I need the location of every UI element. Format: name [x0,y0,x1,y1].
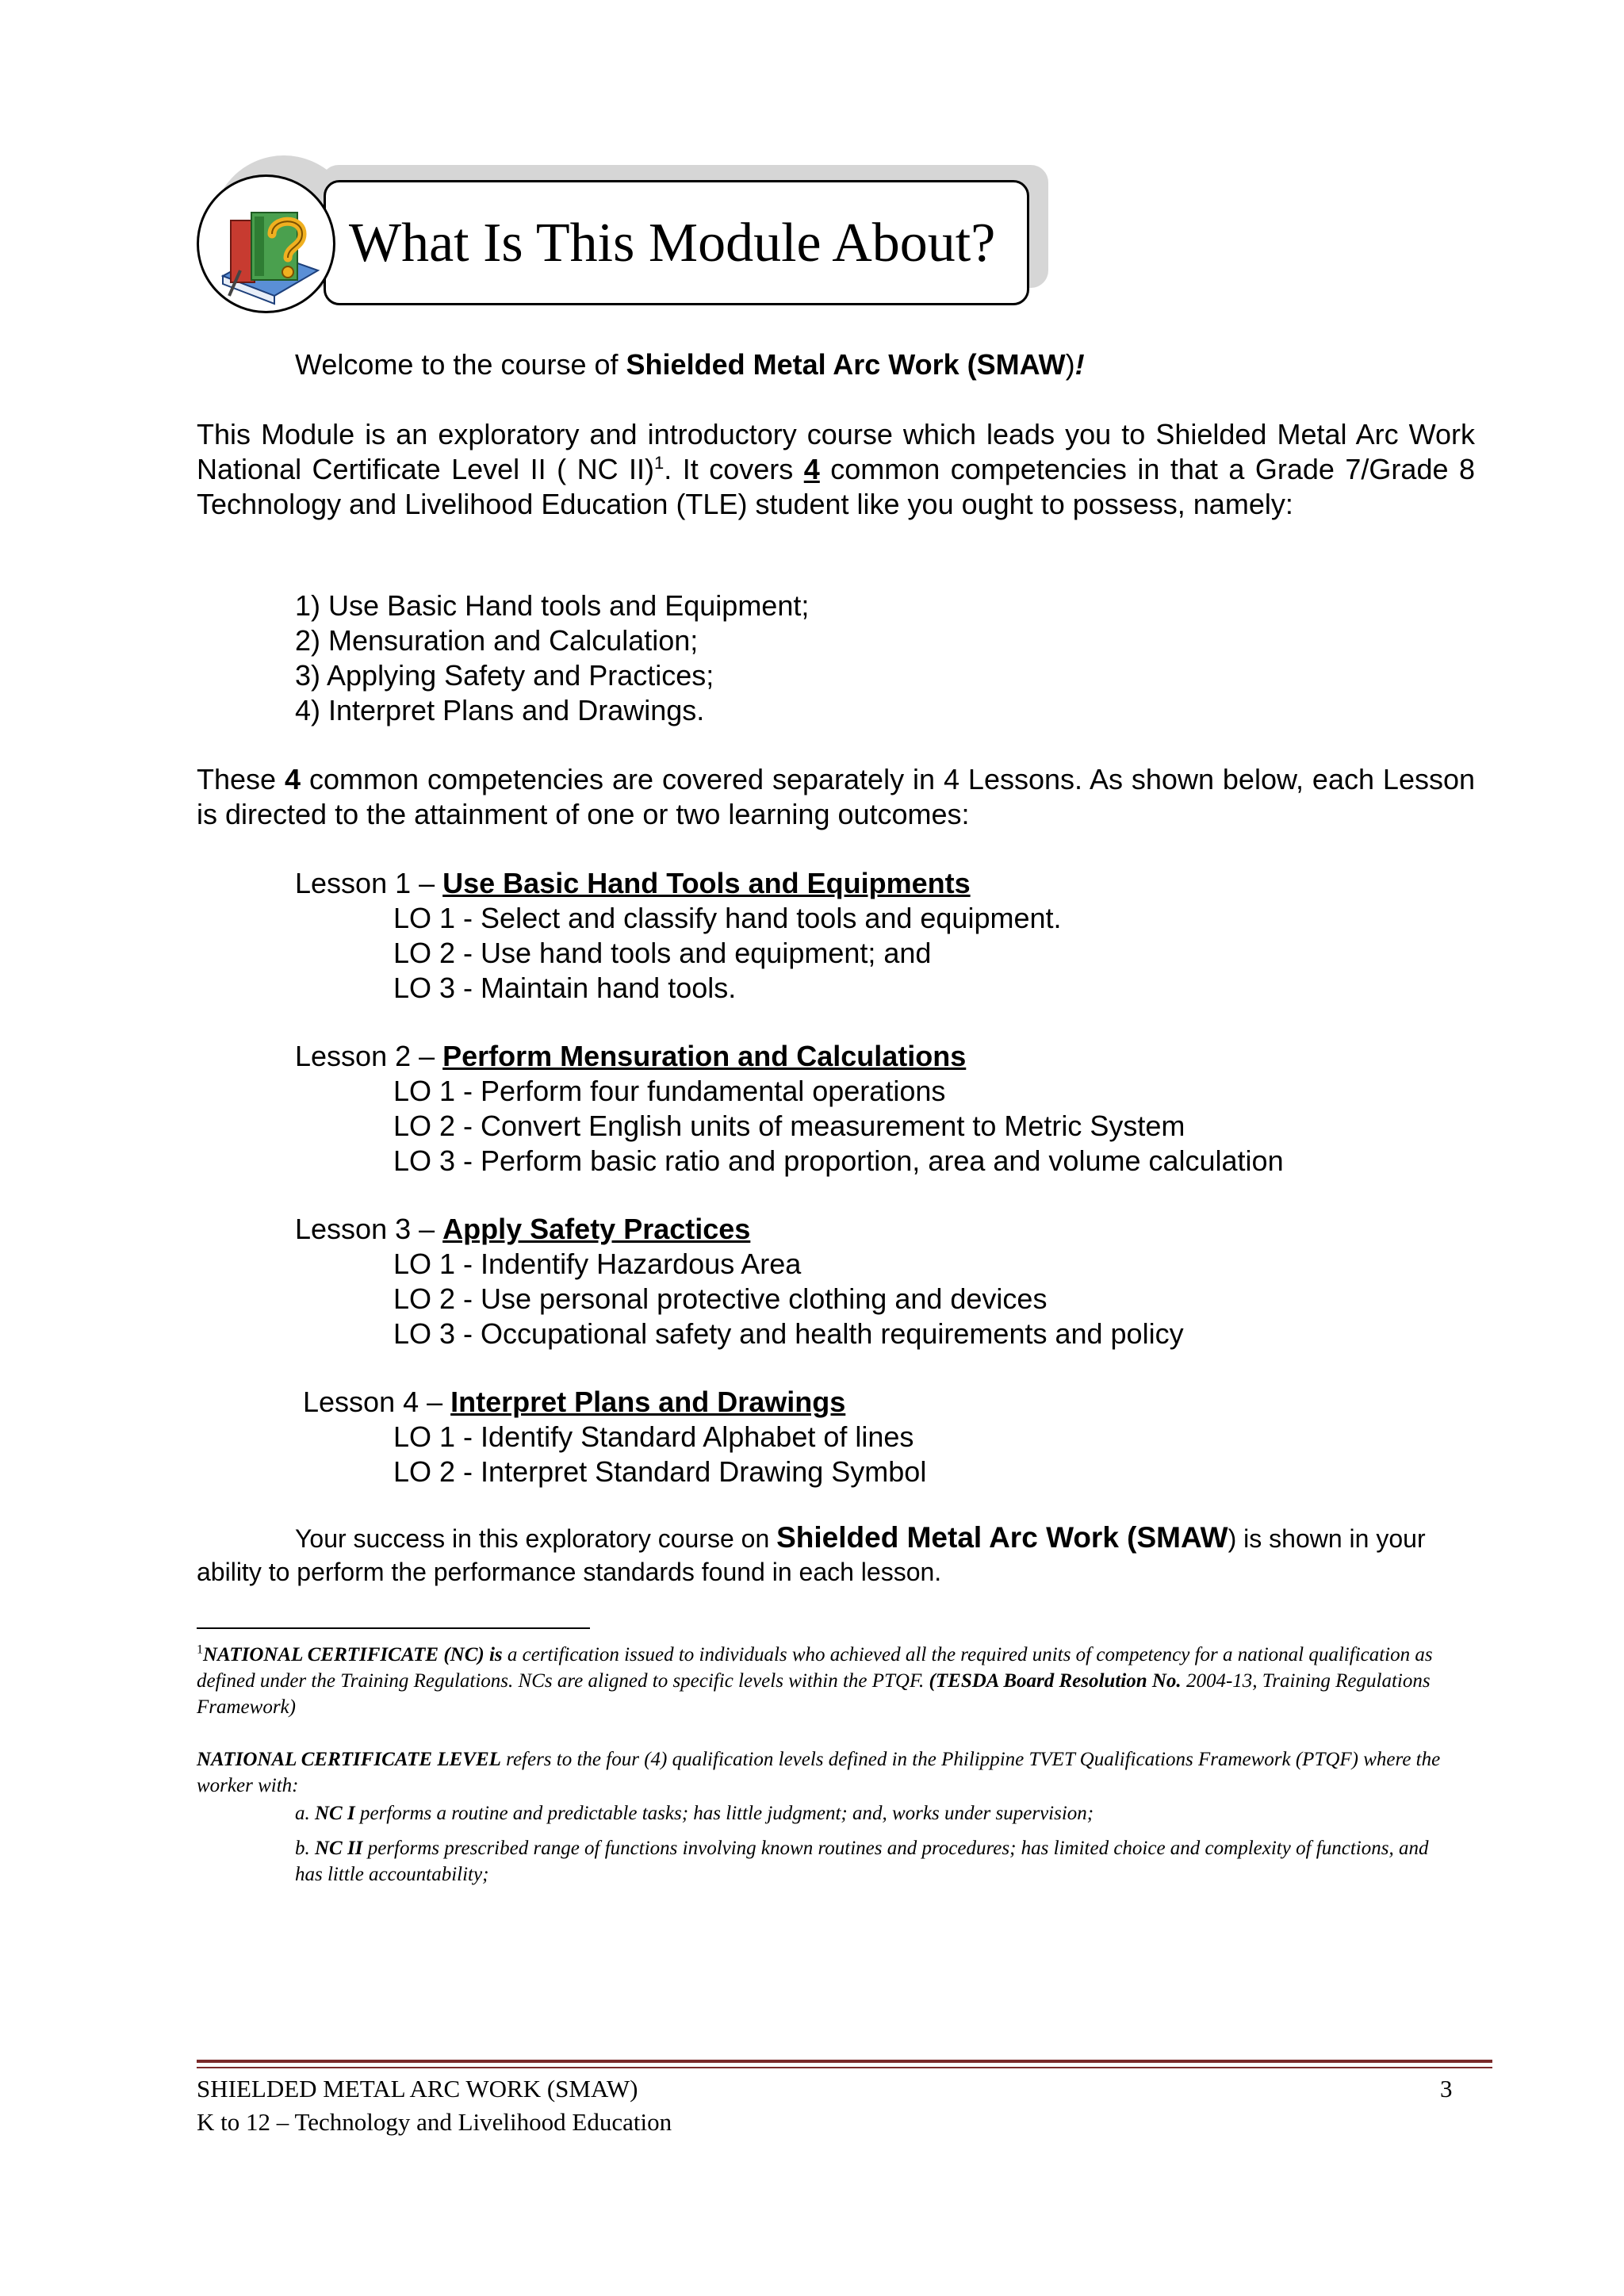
competency-item: 3) Applying Safety and Practices; [295,659,714,692]
success-part2: ) is shown in your ability to perform the performance standards found in each lesson. [197,1524,1426,1586]
lesson-title: Perform Mensuration and Calculations [442,1040,967,1072]
lesson-title: Use Basic Hand Tools and Equipments [442,867,971,899]
learning-outcome: LO 2 - Use personal protective clothing and devices [393,1282,1048,1315]
competency-item: 4) Interpret Plans and Drawings. [295,694,705,726]
welcome-line [295,347,1085,382]
learning-outcome: LO 2 - Convert English units of measurement to Metric System [393,1110,1185,1142]
footnote-item-text: performs prescribed range of functions involving known routines and procedures; has limited choice and complexity of functions, and has little accountability; [295,1838,1429,1885]
footnote-nc-ref-bold: (TESDA Board Resolution No. [929,1670,1182,1692]
footer-course: SHIELDED METAL ARC WORK (SMAW) [197,2075,638,2102]
lessons-intro-part1: These [197,763,285,795]
learning-outcome: LO 3 - Perform basic ratio and proportion, area and volume calculation [393,1144,1284,1177]
footer-divider [197,2060,1492,2063]
welcome-prefix: Welcome to the course of [295,348,626,381]
intro-part3: common competencies in that a Grade 7/Grade 8 Technology and Livelihood Education (TLE) student like you ought to possess, namely: [197,453,1475,520]
lesson-4-heading [295,1385,845,1420]
welcome-suffix: ) [1065,348,1075,381]
learning-outcome: LO 3 - Maintain hand tools. [393,972,737,1004]
footnote-nc-text: a certification issued to individuals who achieved all the required units of competency for a national qualification as defined under the Training Regulations. NCs are aligned to specific levels within the PTQF. [197,1644,1433,1692]
footnote-marker: 1 [197,1642,203,1657]
footer-divider-thin [197,2067,1492,2068]
footnote-item-a [295,1800,1450,1826]
footer-program: K to 12 – Technology and Livelihood Education [197,2108,672,2136]
lesson-2-heading [295,1039,966,1074]
footnote-item-b [295,1835,1450,1888]
learning-outcome: LO 1 - Identify Standard Alphabet of lines [393,1420,914,1453]
success-course: Shielded Metal Arc Work (SMAW [776,1521,1228,1554]
lesson-prefix: Lesson 1 – [295,867,443,899]
page-title: What Is This Module About? [349,213,996,274]
learning-outcome: LO 1 - Select and classify hand tools and equipment. [393,902,1062,934]
page-number: 3 [1440,2075,1453,2102]
footnote-item-term: NC I [315,1803,355,1824]
success-paragraph [197,1521,1475,1589]
welcome-course: Shielded Metal Arc Work (SMAW [626,348,1066,381]
lessons-intro-paragraph [197,762,1475,832]
intro-paragraph [197,417,1475,522]
footnote-level [197,1746,1450,1799]
lesson-1-heading [295,866,971,901]
lesson-prefix: Lesson 3 – [295,1213,443,1245]
lesson-title: Apply Safety Practices [442,1213,751,1245]
lessons-count: 4 [285,763,301,795]
learning-outcome: LO 3 - Occupational safety and health requirements and policy [393,1317,1184,1350]
footnote-item-prefix: b. [295,1838,315,1859]
intro-part1: This Module is an exploratory and introductory course which leads you to Shielded Metal Arc Work National Certificate Level II ( NC II) [197,418,1475,485]
learning-outcome: LO 1 - Indentify Hazardous Area [393,1248,802,1280]
footnote-item-term: NC II [315,1838,363,1859]
learning-outcome: LO 2 - Use hand tools and equipment; and [393,937,932,969]
welcome-exclaim: ! [1074,348,1085,381]
footnote-item-text: performs a routine and predictable tasks; has little judgment; and, works under supervision; [354,1803,1094,1824]
success-part1: Your success in this exploratory course on [295,1524,777,1553]
lesson-prefix: Lesson 4 – [295,1386,451,1418]
learning-outcome: LO 2 - Interpret Standard Drawing Symbol [393,1455,927,1488]
competency-item: 1) Use Basic Hand tools and Equipment; [295,589,810,622]
lesson-prefix: Lesson 2 – [295,1040,443,1072]
footnote-nc-term: NATIONAL CERTIFICATE (NC) is [203,1644,503,1665]
book-question-icon [197,174,335,313]
competency-count: 4 [803,453,820,485]
learning-outcome: LO 1 - Perform four fundamental operations [393,1075,946,1107]
footnote-divider [197,1627,590,1629]
lessons-intro-part2: common competencies are covered separately in 4 Lessons. As shown below, each Lesson is directed to the attainment of one or two learning outcomes: [197,763,1476,830]
lesson-3-heading [295,1212,750,1247]
competency-item: 2) Mensuration and Calculation; [295,624,699,657]
footnote-nc-ref: 2004-13, Training Regulations Framework) [197,1670,1431,1718]
intro-part2: . It covers [664,453,804,485]
footnote-level-text: refers to the four (4) qualification levels defined in the Philippine TVET Qualifications Framework (PTQF) where the worker with: [197,1749,1441,1796]
footnote-nc [197,1642,1450,1720]
footnote-level-term: NATIONAL CERTIFICATE LEVEL [197,1749,501,1770]
lesson-title: Interpret Plans and Drawings [450,1386,846,1418]
footnote-item-prefix: a. [295,1803,315,1824]
footnote-ref: 1 [654,453,665,473]
